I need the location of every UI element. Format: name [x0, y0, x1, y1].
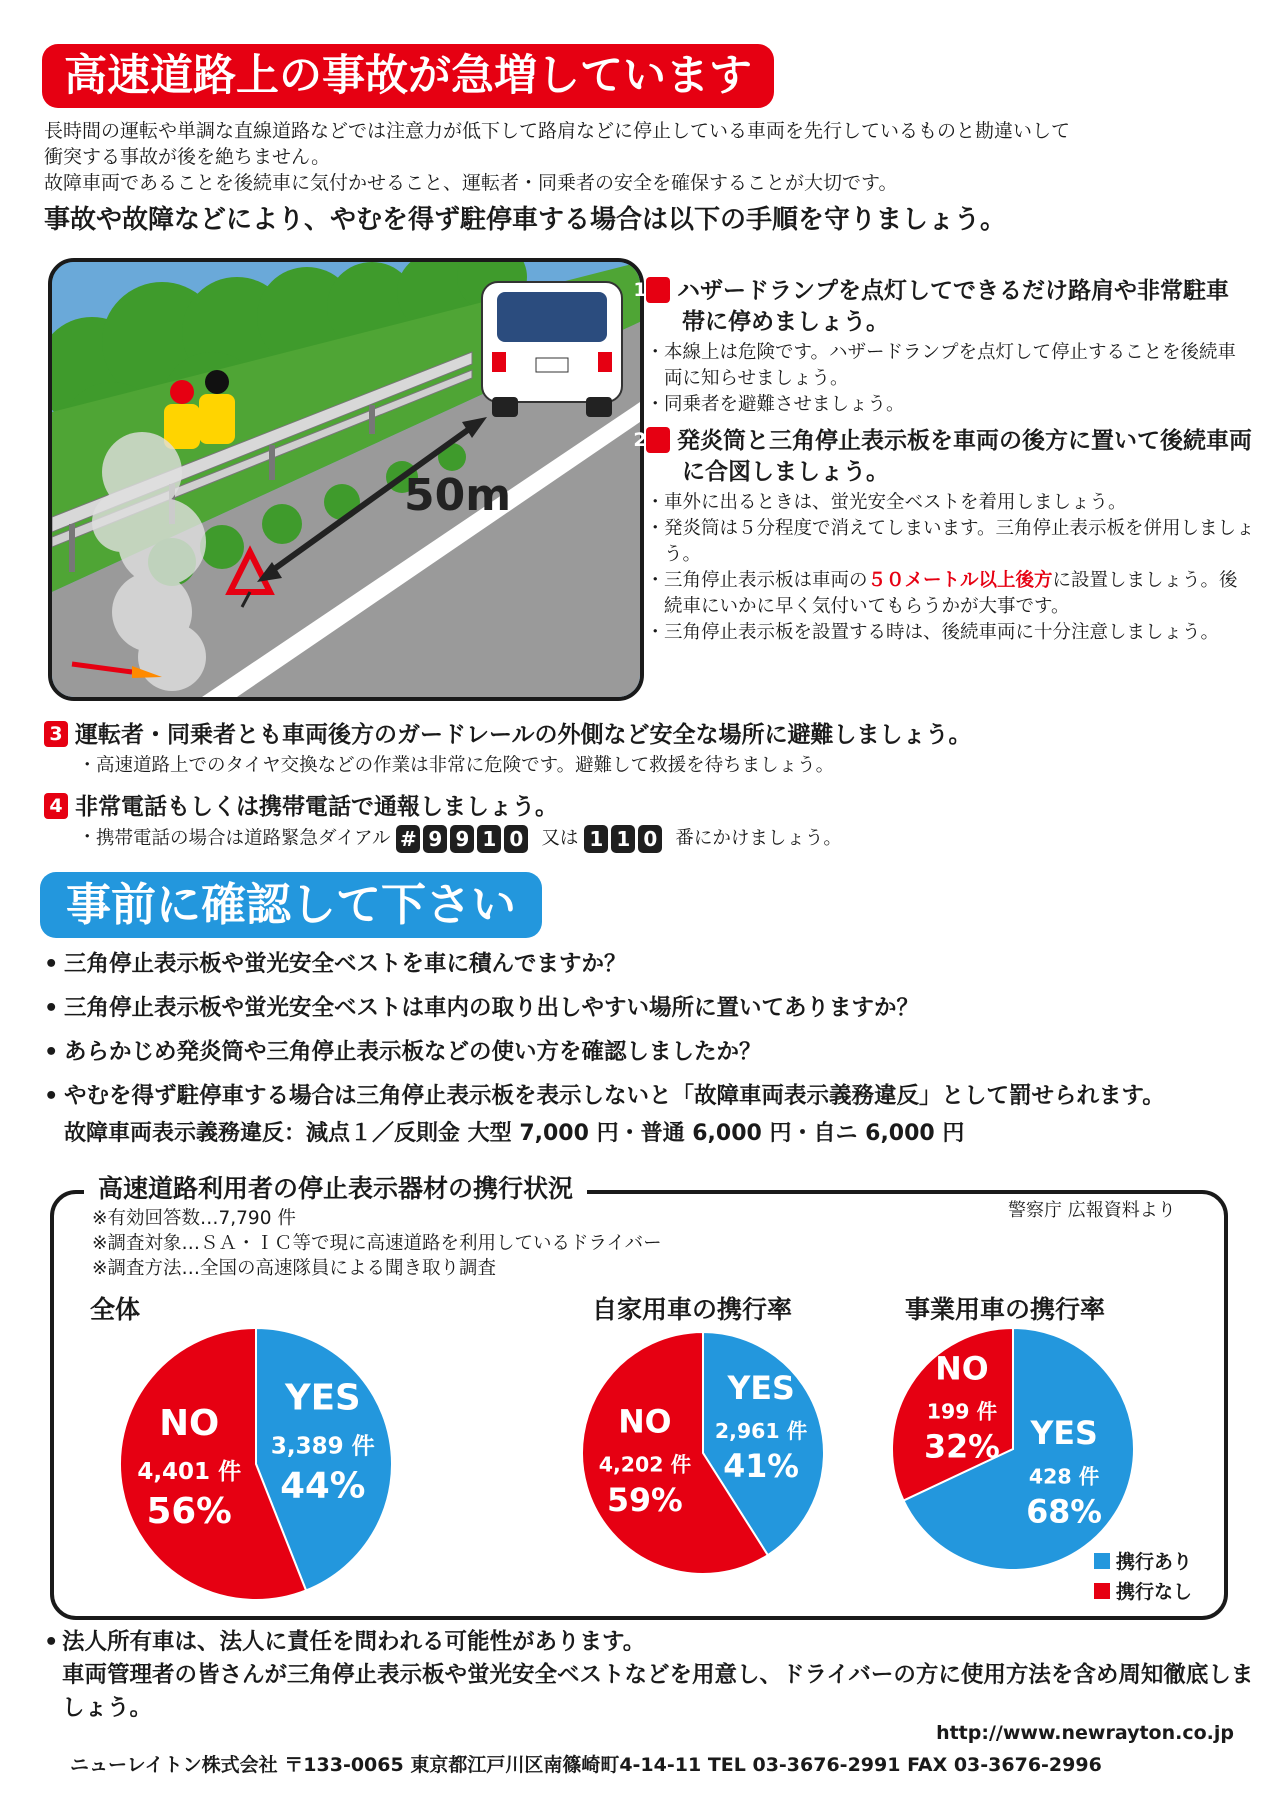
bullet-text: に設置しましょう。後続車にいかに早く気付いてもらうかが大事です。 [664, 570, 1238, 617]
checklist-item: • やむを得ず駐停車する場合は三角停止表示板を表示しないと「故障車両表示義務違反」として罰せられます。 [44, 1080, 1254, 1112]
survey-title: 高速道路利用者の停止表示器材の携行状況 [84, 1172, 587, 1206]
bullet-text: 番にかけましょう。 [675, 828, 842, 849]
intro-text [44, 118, 1244, 196]
dial-key: # [396, 825, 420, 853]
illustration-drawing [52, 262, 640, 697]
step-bullet: ・ 本線上は危険です。ハザードランプを点灯して停止することを後続車両に知らせましょう。 [646, 340, 1246, 392]
bullet-text: 又は [541, 828, 579, 849]
pie-label-count: 2,961 件 [714, 1418, 808, 1443]
pie-label-name: NO [618, 1404, 672, 1441]
step-title-text: ハザードランプを点灯してできるだけ路肩や非常駐車帯に停めましょう。 [677, 278, 1229, 335]
dial-key: 9 [450, 825, 474, 853]
dial-key: 1 [477, 825, 501, 853]
step-number: 4 [44, 793, 68, 819]
legend-swatch-red [1094, 1583, 1110, 1599]
step-number: 1 [646, 277, 670, 303]
dial-key: 1 [611, 825, 635, 853]
roadside-illustration [48, 258, 644, 701]
survey-note: ※調査対象…ＳＡ・ＩＣ等で現に高速道路を利用しているドライバー [92, 1233, 662, 1254]
legend-swatch-blue [1094, 1553, 1110, 1569]
closing-line: • 法人所有車は、法人に責任を問われる可能性があります。 [44, 1626, 1264, 1659]
emergency-dial-9910 [396, 825, 531, 853]
step-title-text: 運転者・同乗者とも車両後方のガードレールの外側など安全な場所に避難しましょう。 [75, 722, 972, 748]
pie-label-name: YES [1030, 1416, 1098, 1453]
intro-line: 長時間の運転や単調な直線道路などでは注意力が低下して路肩などに停止している車両を先行しているものと勘違いして [44, 120, 1071, 142]
checklist-item: • あらかじめ発炎筒や三角停止表示板などの使い方を確認しましたか？ [44, 1036, 1254, 1068]
bullet-text: 三角停止表示板は車両の [664, 570, 868, 591]
emergency-dial-bullet [78, 825, 1254, 853]
pie-label-name: NO [159, 1402, 220, 1444]
emergency-dial-110 [584, 825, 665, 853]
step-title [633, 276, 1246, 338]
survey-note: ※有効回答数…7,790 件 [92, 1208, 296, 1229]
step-bullets [78, 753, 1254, 779]
pie-label-percent: 68% [1026, 1494, 1102, 1531]
intro-line: 衝突する事故が後を絶ちません。 [44, 146, 331, 168]
step-bullet: ・ 三角停止表示板を設置する時は、後続車両に十分注意しましょう。 [646, 620, 1256, 646]
step-number: 3 [44, 721, 68, 747]
step-title [44, 792, 1254, 823]
penalty-text: 故障車両表示義務違反：減点１／反則金 大型 7,000 円・普通 6,000 円・自ニ 6,000 円 [64, 1121, 965, 1146]
step-title [44, 720, 1254, 751]
intro-line: 故障車両であることを後続車に気付かせること、運転者・同乗者の安全を確保することが大切です。 [44, 172, 898, 194]
legend-item-no [1094, 1577, 1192, 1607]
pie-label-percent: 56% [146, 1490, 232, 1532]
procedure-lead: 事故や故障などにより、やむを得ず駐停車する場合は以下の手順を守りましょう。 [44, 205, 1007, 235]
legend-label: 携行あり [1116, 1551, 1193, 1573]
survey-notes [92, 1206, 662, 1281]
company-address: ニューレイトン株式会社 〒133-0065 東京都江戸川区南篠崎町4-14-11 TEL 03-3676-2991 FAX 03-3676-2996 [70, 1754, 1102, 1776]
step-3 [44, 720, 1254, 779]
step-bullets [646, 490, 1256, 646]
checklist-item: • 三角停止表示板や蛍光安全ベストは車内の取り出しやすい場所に置いてありますか？ [44, 992, 1254, 1024]
step-bullet: ・ 同乗者を避難させましょう。 [646, 392, 1246, 418]
dial-key: 9 [423, 825, 447, 853]
checklist [44, 948, 1254, 1147]
main-title-banner: 高速道路上の事故が急増しています [42, 44, 774, 108]
pie-label-percent: 32% [924, 1429, 1000, 1466]
pie-label-count: 4,401 件 [137, 1458, 242, 1485]
legend-item-yes [1094, 1547, 1192, 1577]
step-1 [633, 276, 1246, 418]
closing-line: 車両管理者の皆さんが三角停止表示板や蛍光安全ベストなどを用意し、ドライバーの方に使用方法を含め周知徹底しましょう。 [62, 1662, 1254, 1721]
pie-label-count: 4,202 件 [598, 1452, 692, 1477]
distance-emphasis: ５０メートル以上後方 [867, 570, 1053, 591]
survey-source: 警察庁 広報資料より [1008, 1200, 1176, 1221]
pie-label-percent: 59% [607, 1482, 683, 1519]
step-bullets [646, 340, 1246, 418]
pie-legend [1094, 1547, 1192, 1607]
survey-note: ※調査方法…全国の高速隊員による聞き取り調査 [92, 1258, 497, 1279]
dial-key: 0 [504, 825, 528, 853]
step-title-text: 非常電話もしくは携帯電話で通報しましょう。 [75, 794, 558, 820]
pie-title-overall: 全体 [90, 1295, 141, 1324]
check-title-banner: 事前に確認して下さい [40, 872, 542, 938]
pie-label-name: YES [727, 1370, 795, 1407]
pie-label-name: NO [935, 1351, 989, 1388]
pie-title-private: 自家用車の携行率 [592, 1295, 793, 1324]
dial-key: 1 [584, 825, 608, 853]
step-bullet-distance [646, 568, 1256, 620]
step-number: 2 [646, 427, 670, 453]
company-url[interactable]: http://www.newrayton.co.jp [936, 1722, 1234, 1744]
checklist-item: • 三角停止表示板や蛍光安全ベストを車に積んでますか？ [44, 948, 1254, 980]
pie-label-name: YES [284, 1377, 361, 1419]
pie-label-percent: 44% [280, 1465, 366, 1507]
closing-note [44, 1626, 1264, 1725]
pie-label-count: 3,389 件 [270, 1433, 375, 1460]
pie-label-percent: 41% [723, 1449, 799, 1486]
step-4 [44, 792, 1254, 853]
step-title [633, 426, 1256, 488]
step-bullet: ・ 発炎筒は５分程度で消えてしまいます。三角停止表示板を併用しましょう。 [646, 516, 1256, 568]
dial-key: 0 [638, 825, 662, 853]
distance-label: 50m [404, 470, 512, 521]
pie-title-business: 事業用車の携行率 [905, 1295, 1106, 1324]
step-title-text: 発炎筒と三角停止表示板を車両の後方に置いて後続車両に合図しましょう。 [677, 428, 1252, 485]
legend-label: 携行なし [1116, 1581, 1193, 1603]
bullet-text: 携帯電話の場合は道路緊急ダイアル [96, 828, 391, 849]
pie-chart-private [580, 1330, 826, 1576]
step-bullets [78, 825, 1254, 853]
pie-label-count: 428 件 [1028, 1464, 1100, 1489]
pie-chart-business [890, 1326, 1136, 1572]
step-bullet: ・ 高速道路上でのタイヤ交換などの作業は非常に危険です。避難して救援を待ちましょう。 [78, 753, 1254, 779]
step-bullet: ・ 車外に出るときは、蛍光安全ベストを着用しましょう。 [646, 490, 1256, 516]
pie-label-count: 199 件 [926, 1399, 998, 1424]
step-2 [633, 426, 1256, 646]
pie-chart-overall [112, 1326, 400, 1602]
